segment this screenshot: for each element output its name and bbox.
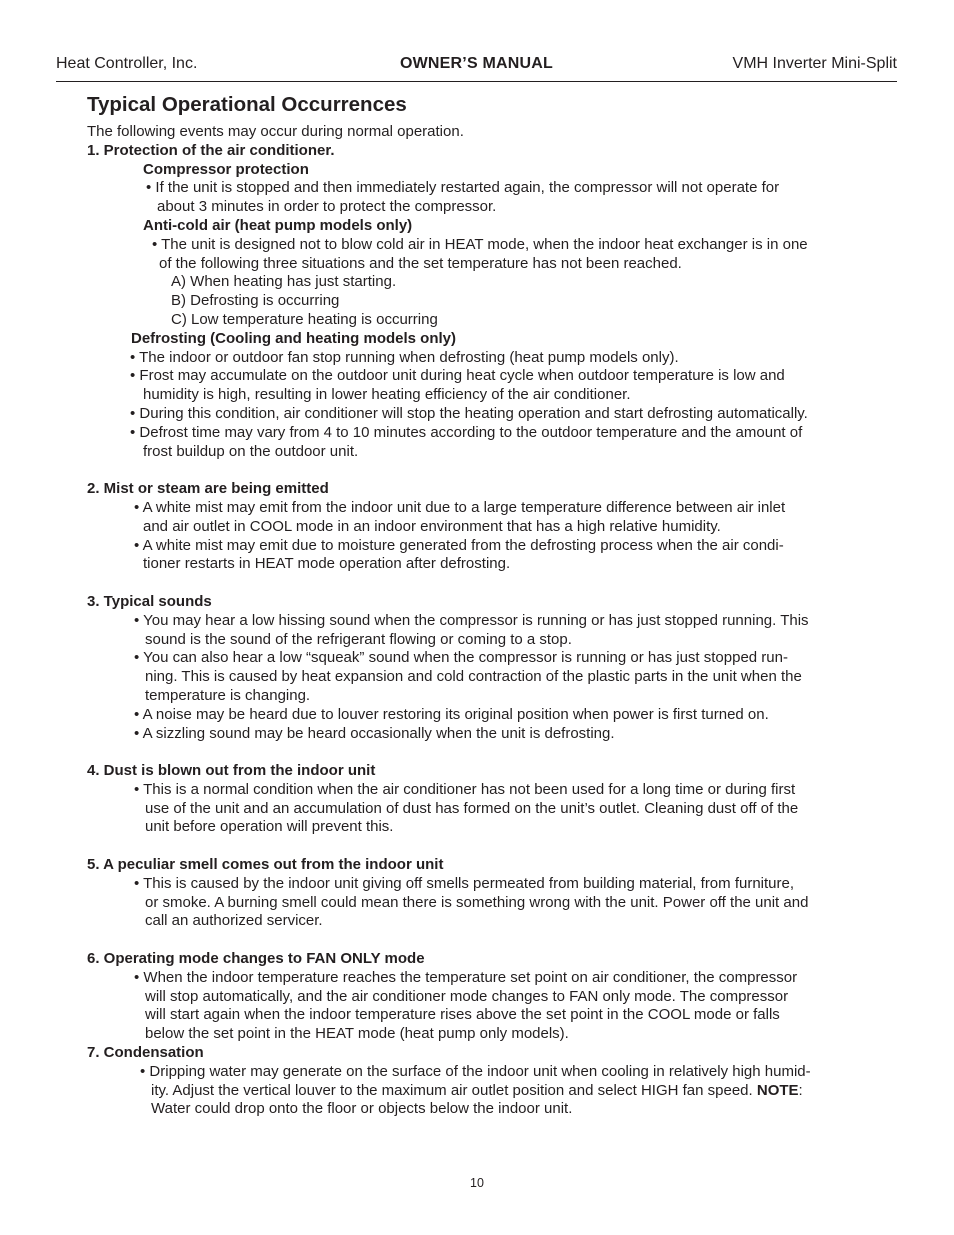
bullet-continuation: frost buildup on the outdoor unit. (143, 442, 359, 460)
section-heading-mist: 2. Mist or steam are being emitted (87, 480, 329, 498)
bullet-continuation: below the set point in the HEAT mode (heat pump only models). (145, 1025, 569, 1043)
bullet-line: • The unit is designed not to blow cold air in HEAT mode, when the indoor heat exchanger is in one (152, 235, 808, 253)
bullet-line: • The indoor or outdoor fan stop running when defrosting (heat pump models only). (130, 348, 679, 366)
situation-item: A) When heating has just starting. (171, 273, 397, 291)
section-heading-dust: 4. Dust is blown out from the indoor unit (87, 762, 376, 780)
bullet-line: • Dripping water may generate on the surface of the indoor unit when cooling in relatively high humid- (140, 1062, 811, 1080)
bullet-line: • A white mist may emit due to moisture generated from the defrosting process when the air condi- (134, 536, 784, 554)
bullet-continuation: tioner restarts in HEAT mode operation after defrosting. (143, 555, 511, 573)
subheading-defrosting: Defrosting (Cooling and heating models only) (131, 329, 456, 347)
section-heading-protection: 1. Protection of the air conditioner. (87, 141, 335, 159)
header-company: Heat Controller, Inc. (56, 55, 198, 72)
bullet-continuation: sound is the sound of the refrigerant flowing or coming to a stop. (145, 630, 572, 648)
section-heading-sounds: 3. Typical sounds (87, 592, 212, 610)
subheading-compressor-protection: Compressor protection (143, 160, 309, 178)
bullet-line: • During this condition, air conditioner will stop the heating operation and start defrosting automatically. (130, 404, 808, 422)
bullet-line: • If the unit is stopped and then immediately restarted again, the compressor will not operate for (146, 179, 780, 197)
bullet-continuation: unit before operation will prevent this. (145, 818, 394, 836)
bullet-continuation: use of the unit and an accumulation of dust has formed on the unit’s outlet. Cleaning dust off of the (145, 799, 799, 817)
document-body (87, 123, 887, 1119)
section-heading-condensation: 7. Condensation (87, 1044, 204, 1062)
note-label: NOTE (756, 1081, 799, 1099)
bullet-line: • A sizzling sound may be heard occasionally when the unit is defrosting. (134, 724, 615, 742)
subheading-anti-cold-air: Anti-cold air (heat pump models only) (143, 216, 413, 234)
bullet-line: • You may hear a low hissing sound when the compressor is running or has just stopped running. This (134, 611, 809, 629)
bullet-line: • You can also hear a low “squeak” sound when the compressor is running or has just stopped run- (134, 649, 788, 667)
bullet-continuation: Water could drop onto the floor or objects below the indoor unit. (151, 1100, 573, 1118)
bullet-continuation: will start again when the indoor temperature rises above the set point in the COOL mode or falls (145, 1006, 780, 1024)
bullet-line: • This is a normal condition when the air conditioner has not been used for a long time or during first (134, 780, 796, 798)
section-heading-smell: 5. A peculiar smell comes out from the indoor unit (87, 856, 444, 874)
bullet-continuation: or smoke. A burning smell could mean there is something wrong with the unit. Power off the unit and (145, 893, 809, 911)
note-line-text: ity. Adjust the vertical louver to the maximum air outlet position and select HIGH fan speed. (151, 1081, 757, 1099)
bullet-continuation: about 3 minutes in order to protect the compressor. (157, 198, 497, 216)
bullet-continuation (87, 1082, 887, 1101)
section-heading-fan-only: 6. Operating mode changes to FAN ONLY mode (87, 950, 425, 968)
bullet-line: • When the indoor temperature reaches the temperature set point on air conditioner, the compressor (134, 968, 798, 986)
bullet-line: • This is caused by the indoor unit giving off smells permeated from building material, from furniture, (134, 874, 795, 892)
bullet-continuation: will stop automatically, and the air conditioner mode changes to FAN only mode. The compressor (145, 987, 789, 1005)
bullet-continuation: temperature is changing. (145, 686, 311, 704)
bullet-line: • Defrost time may vary from 4 to 10 minutes according to the outdoor temperature and the amount of (130, 423, 803, 441)
header-manual-title: OWNER’S MANUAL (399, 55, 553, 72)
header-divider (56, 81, 897, 82)
bullet-continuation: humidity is high, resulting in lower heating efficiency of the air conditioner. (143, 386, 631, 404)
header-product: VMH Inverter Mini-Split (732, 55, 897, 72)
bullet-continuation: of the following three situations and the set temperature has not been reached. (159, 254, 682, 272)
bullet-line: • A white mist may emit from the indoor unit due to a large temperature difference between air inlet (134, 498, 786, 516)
bullet-continuation: ning. This is caused by heat expansion and cold contraction of the plastic parts in the unit when the (145, 668, 802, 686)
intro-text: The following events may occur during normal operation. (87, 123, 464, 140)
page-number: 10 (470, 1176, 484, 1190)
situation-item: B) Defrosting is occurring (171, 292, 340, 310)
page-title: Typical Operational Occurrences (87, 93, 407, 116)
bullet-line: • A noise may be heard due to louver restoring its original position when power is first turned on. (134, 705, 769, 723)
bullet-continuation: call an authorized servicer. (145, 912, 323, 930)
note-colon: : (798, 1081, 803, 1099)
page-header (56, 54, 897, 74)
bullet-line: • Frost may accumulate on the outdoor unit during heat cycle when outdoor temperature is low and (130, 367, 785, 385)
bullet-continuation: and air outlet in COOL mode in an indoor environment that has a high relative humidity. (143, 517, 721, 535)
situation-item: C) Low temperature heating is occurring (171, 310, 438, 328)
